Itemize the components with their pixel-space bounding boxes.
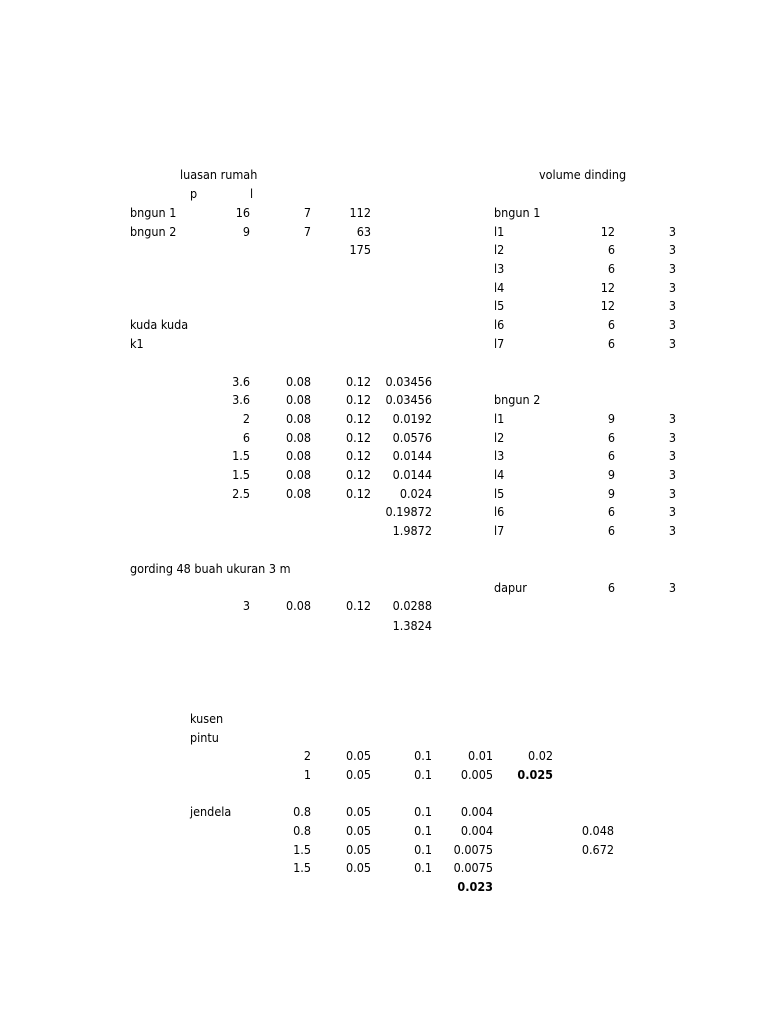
sheet-cell: 0.01: [467, 748, 493, 763]
sheet-cell: 1: [303, 767, 311, 782]
sheet-cell: 3.6: [232, 392, 250, 407]
sheet-cell: 12: [600, 280, 615, 295]
sheet-cell: 6: [607, 580, 615, 595]
sheet-cell: 0.08: [285, 374, 311, 389]
sheet-cell: 0.05: [345, 748, 371, 763]
sheet-cell: 1.5: [293, 860, 311, 875]
sheet-cell: kuda kuda: [130, 317, 189, 332]
sheet-cell: 0.1: [414, 767, 432, 782]
sheet-cell: 0.05: [345, 804, 371, 819]
sheet-cell: 16: [235, 205, 250, 220]
sheet-cell: l3: [494, 261, 505, 276]
sheet-cell: 12: [600, 298, 615, 313]
sheet-row: [0, 616, 768, 635]
sheet-cell: 9: [607, 467, 615, 482]
sheet-cell: 0.12: [345, 411, 371, 426]
sheet-cell: bngun 2: [494, 392, 541, 407]
sheet-cell: 2: [242, 411, 250, 426]
sheet-cell: l6: [494, 317, 505, 332]
sheet-cell: 0.1: [414, 748, 432, 763]
sheet-row: [0, 240, 768, 259]
sheet-cell: 12: [600, 224, 615, 239]
sheet-row: [0, 802, 768, 821]
sheet-cell: 9: [242, 224, 250, 239]
sheet-cell: 9: [607, 411, 615, 426]
sheet-cell: 0.02: [527, 748, 553, 763]
sheet-cell: 3: [668, 411, 676, 426]
sheet-cell: 1.5: [293, 842, 311, 857]
sheet-cell: 3: [668, 242, 676, 257]
sheet-cell: 6: [607, 242, 615, 257]
sheet-cell: l7: [494, 523, 505, 538]
sheet-row: [0, 728, 768, 747]
sheet-cell: 3: [668, 317, 676, 332]
sheet-row: [0, 334, 768, 353]
sheet-cell: l5: [494, 298, 505, 313]
sheet-row: [0, 446, 768, 465]
sheet-cell: 0.0144: [392, 467, 432, 482]
sheet-cell: luasan rumah: [180, 167, 258, 182]
sheet-cell: l5: [494, 486, 505, 501]
sheet-cell: l4: [494, 467, 505, 482]
sheet-row: [0, 521, 768, 540]
sheet-cell: 0.19872: [385, 504, 432, 519]
sheet-cell: 3.6: [232, 374, 250, 389]
sheet-cell: 0.08: [285, 467, 311, 482]
sheet-cell: 0.8: [293, 804, 311, 819]
sheet-cell: 3: [668, 486, 676, 501]
sheet-cell: 3: [668, 280, 676, 295]
sheet-cell: bngun 1: [130, 205, 177, 220]
sheet-row: [0, 296, 768, 315]
sheet-cell: 3: [668, 523, 676, 538]
sheet-cell: 0.0192: [392, 411, 432, 426]
sheet-cell: l4: [494, 280, 505, 295]
sheet-cell: l7: [494, 336, 505, 351]
sheet-cell: 3: [668, 224, 676, 239]
sheet-cell: l3: [494, 448, 505, 463]
sheet-cell: 0.672: [581, 842, 614, 857]
sheet-cell: pintu: [190, 730, 219, 745]
sheet-cell: 0.12: [345, 598, 371, 613]
sheet-row: [0, 465, 768, 484]
sheet-cell: 6: [242, 430, 250, 445]
sheet-cell: jendela: [190, 804, 232, 819]
sheet-cell: 175: [349, 242, 371, 257]
sheet-cell: 0.024: [399, 486, 432, 501]
sheet-cell: 6: [607, 448, 615, 463]
sheet-cell: 0.004: [460, 804, 493, 819]
sheet-cell: 6: [607, 430, 615, 445]
sheet-cell: 2.5: [232, 486, 250, 501]
sheet-cell: 0.08: [285, 411, 311, 426]
sheet-cell: 63: [356, 224, 371, 239]
sheet-row: [0, 409, 768, 428]
sheet-cell: 0.0576: [392, 430, 432, 445]
sheet-row: [0, 484, 768, 503]
sheet-cell: 0.08: [285, 448, 311, 463]
sheet-cell: 0.004: [460, 823, 493, 838]
sheet-cell: 0.1: [414, 860, 432, 875]
sheet-row: [0, 578, 768, 597]
sheet-row: [0, 765, 768, 784]
sheet-cell: 3: [242, 598, 250, 613]
sheet-cell: gording 48 buah ukuran 3 m: [130, 561, 291, 576]
sheet-cell: 0.1: [414, 823, 432, 838]
sheet-cell: 0.03456: [385, 374, 432, 389]
sheet-cell: 0.025: [517, 767, 553, 782]
sheet-row: [0, 372, 768, 391]
sheet-cell: bngun 2: [130, 224, 177, 239]
sheet-cell: l: [250, 186, 254, 201]
sheet-row: [0, 222, 768, 241]
sheet-cell: dapur: [494, 580, 527, 595]
sheet-cell: 0.05: [345, 842, 371, 857]
sheet-cell: l2: [494, 430, 505, 445]
sheet-row: [0, 858, 768, 877]
sheet-row: [0, 315, 768, 334]
sheet-cell: 3: [668, 430, 676, 445]
sheet-cell: 9: [607, 486, 615, 501]
sheet-cell: l6: [494, 504, 505, 519]
sheet-row: [0, 746, 768, 765]
sheet-row: [0, 259, 768, 278]
sheet-cell: 0.05: [345, 767, 371, 782]
sheet-cell: 1.3824: [392, 618, 432, 633]
sheet-cell: l2: [494, 242, 505, 257]
sheet-cell: 0.1: [414, 842, 432, 857]
sheet-cell: 0.0075: [453, 842, 493, 857]
sheet-row: [0, 165, 768, 184]
sheet-cell: p: [190, 186, 198, 201]
sheet-cell: 1.9872: [392, 523, 432, 538]
sheet-cell: 7: [303, 224, 311, 239]
sheet-cell: 1.5: [232, 448, 250, 463]
sheet-row: [0, 877, 768, 896]
sheet-cell: 3: [668, 336, 676, 351]
sheet-cell: 0.023: [457, 879, 493, 894]
sheet-row: [0, 821, 768, 840]
sheet-cell: 0.12: [345, 448, 371, 463]
sheet-row: [0, 559, 768, 578]
sheet-cell: 0.1: [414, 804, 432, 819]
sheet-cell: 6: [607, 336, 615, 351]
sheet-row: [0, 840, 768, 859]
sheet-cell: 2: [303, 748, 311, 763]
sheet-cell: 0.03456: [385, 392, 432, 407]
sheet-cell: 0.0075: [453, 860, 493, 875]
sheet-row: [0, 184, 768, 203]
sheet-row: [0, 709, 768, 728]
sheet-cell: 0.12: [345, 392, 371, 407]
sheet-cell: 0.12: [345, 467, 371, 482]
sheet-cell: 0.048: [581, 823, 614, 838]
sheet-cell: 0.08: [285, 392, 311, 407]
sheet-cell: 3: [668, 261, 676, 276]
sheet-cell: 3: [668, 448, 676, 463]
sheet-row: [0, 428, 768, 447]
sheet-cell: 0.05: [345, 860, 371, 875]
sheet-cell: 0.12: [345, 486, 371, 501]
sheet-row: [0, 502, 768, 521]
sheet-row: [0, 278, 768, 297]
sheet-cell: 0.05: [345, 823, 371, 838]
sheet-cell: l1: [494, 411, 505, 426]
sheet-cell: 7: [303, 205, 311, 220]
sheet-cell: 0.08: [285, 598, 311, 613]
sheet-cell: 3: [668, 580, 676, 595]
sheet-cell: 0.005: [460, 767, 493, 782]
sheet-cell: bngun 1: [494, 205, 541, 220]
sheet-cell: 112: [349, 205, 371, 220]
sheet-row: [0, 596, 768, 615]
sheet-cell: 3: [668, 504, 676, 519]
sheet-row: [0, 390, 768, 409]
sheet-cell: 0.0288: [392, 598, 432, 613]
sheet-cell: 6: [607, 504, 615, 519]
sheet-cell: 6: [607, 261, 615, 276]
sheet-cell: 0.0144: [392, 448, 432, 463]
sheet-cell: l1: [494, 224, 505, 239]
sheet-cell: 0.08: [285, 430, 311, 445]
sheet-cell: kusen: [190, 711, 224, 726]
sheet-cell: 0.8: [293, 823, 311, 838]
sheet-cell: 0.12: [345, 374, 371, 389]
sheet-cell: 3: [668, 298, 676, 313]
sheet-cell: 6: [607, 523, 615, 538]
sheet-row: [0, 203, 768, 222]
sheet-cell: 0.08: [285, 486, 311, 501]
sheet-cell: 0.12: [345, 430, 371, 445]
sheet-cell: k1: [130, 336, 144, 351]
sheet-cell: 3: [668, 467, 676, 482]
sheet-cell: volume dinding: [539, 167, 627, 182]
sheet-cell: 6: [607, 317, 615, 332]
sheet-cell: 1.5: [232, 467, 250, 482]
